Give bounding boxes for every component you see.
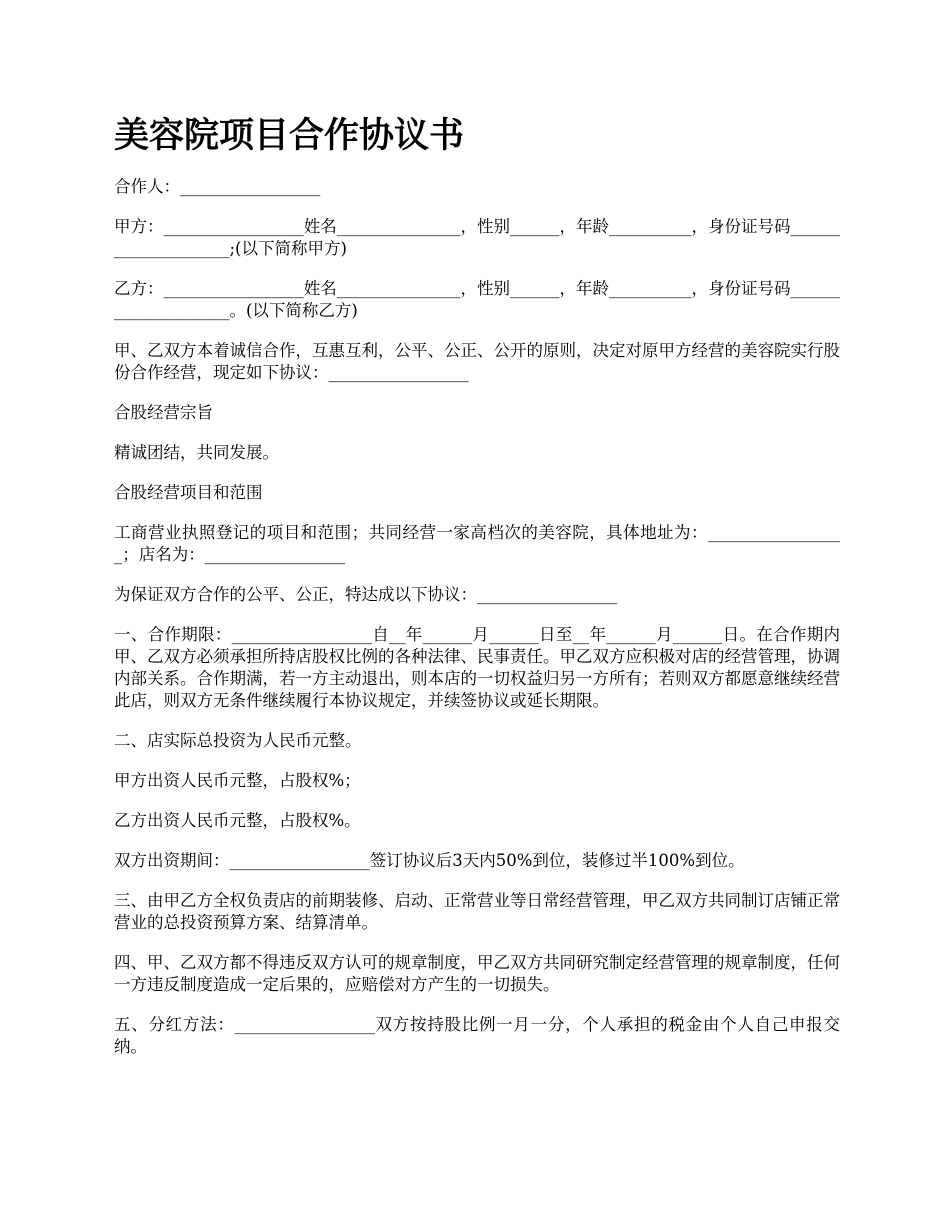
party-a-info: 甲方：_________________姓名_______________，性别______，年龄__________，身份证号码____________________;(以下简称甲方) bbox=[114, 217, 840, 258]
purpose-text: 精诚团结，共同发展。 bbox=[114, 443, 279, 462]
party-b-contribution: 乙方出资人民币元整，占股权%。 bbox=[114, 811, 361, 830]
party-b-info: 乙方：_________________姓名_______________，性别______，年龄__________，身份证号码____________________。(以下简称乙方) bbox=[114, 279, 840, 320]
document-title: 美容院项目合作协议书 bbox=[114, 115, 465, 156]
section-heading-purpose: 合股经营宗旨 bbox=[114, 403, 213, 422]
document-page bbox=[114, 108, 840, 1076]
clause-2-investment: 二、店实际总投资为人民币元整。 bbox=[114, 731, 362, 750]
scope-text: 工商营业执照登记的项目和范围；共同经营一家高档次的美容院，具体地址为：_________________；店名为：_________________ bbox=[114, 523, 840, 564]
party-a-contribution: 甲方出资人民币元整，占股权%； bbox=[114, 771, 361, 790]
contribution-period: 双方出资期间：_________________签订协议后3天内50%到位，装修过半100%到位。 bbox=[114, 851, 745, 870]
clause-1-term: 一、合作期限：_________________自__年______月______日至__年______月______日。在合作期内甲、乙双方必须承担所持店股权比例的各种法律、民事责任。甲乙双方应积极对店的经营管理，协调内部关系。合作期满，若一方主动退出，则本店的一切权益归另一方所有；若则双方都愿意继续经营此店，则双方无条件继续履行本协议规定，并续签协议或延长期限。 bbox=[114, 625, 840, 710]
clause-3-management: 三、由甲乙方全权负责店的前期装修、启动、正常营业等日常经营管理，甲乙双方共同制订店铺正常营业的总投资预算方案、结算清单。 bbox=[114, 891, 840, 932]
section-heading-scope: 合股经营项目和范围 bbox=[114, 483, 263, 502]
preamble-paragraph: 甲、乙双方本着诚信合作，互惠互利，公平、公正、公开的原则，决定对原甲方经营的美容院实行股份合作经营，现定如下协议：_________________ bbox=[114, 341, 840, 382]
clause-5-dividends: 五、分红方法：_________________双方按持股比例一月一分，个人承担的税金由个人自己申报交纳。 bbox=[114, 1015, 840, 1056]
clause-4-rules: 四、甲、乙双方都不得违反双方认可的规章制度，甲乙双方共同研究制定经营管理的规章制度，任何一方违反制度造成一定后果的，应赔偿对方产生的一切损失。 bbox=[114, 953, 840, 994]
fairness-clause: 为保证双方合作的公平、公正，特达成以下协议：_________________ bbox=[114, 585, 618, 604]
partner-line: 合作人：_________________ bbox=[114, 177, 321, 196]
